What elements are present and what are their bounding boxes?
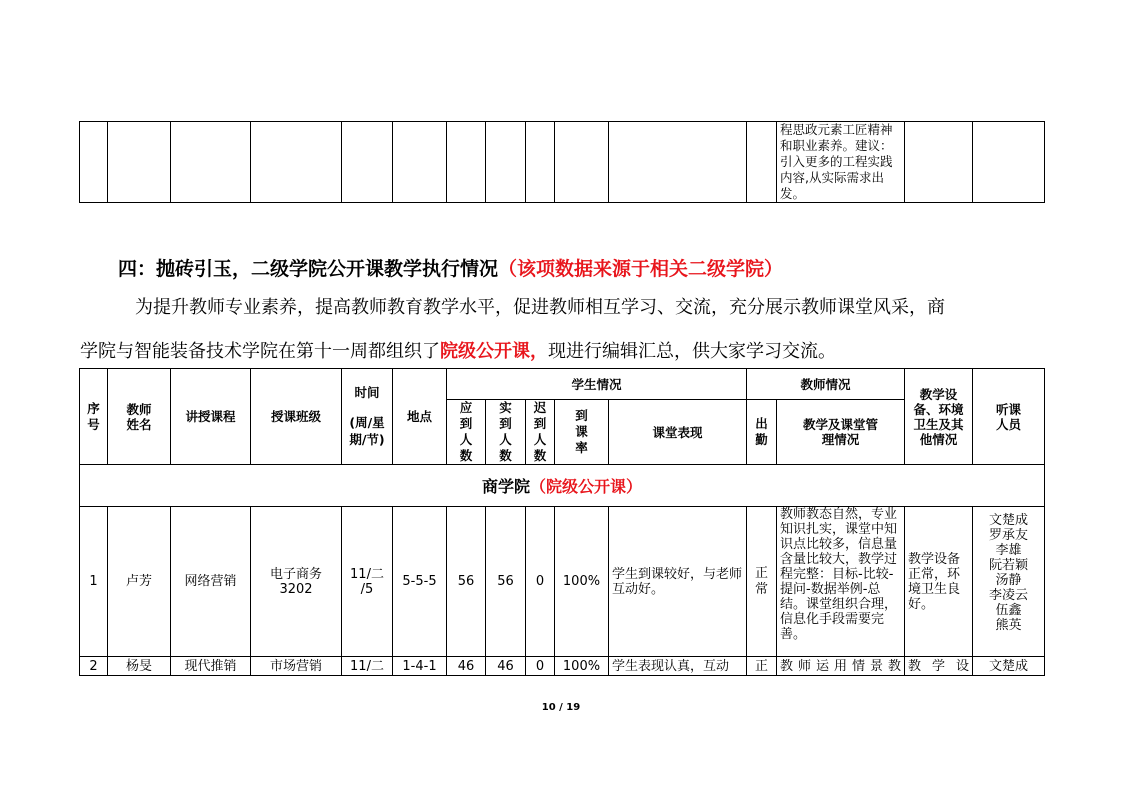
section-tag: （院级公开课）: [530, 477, 643, 496]
cell-course: 网络营销: [171, 507, 251, 657]
table-row: [80, 507, 1045, 657]
cell-attendance: 正: [747, 657, 777, 676]
listener: 罗承友: [989, 528, 1029, 543]
table-row: [80, 657, 1045, 676]
cell-performance: 学生表现认真，互动: [609, 657, 747, 676]
listener: 李凌云: [989, 588, 1029, 603]
cell-rate: 100%: [555, 657, 609, 676]
header-row: [80, 369, 1045, 400]
cell-time: 11/二 /5: [342, 507, 393, 657]
cell-management: 教师教态自然，专业知识扎实，课堂中知识点比较多，信息量含量比较大，教学过程完整：目标-比较-提问-数据举例-总结。课堂组织合理，信息化手段需要完善。: [777, 507, 905, 657]
page-number: 10 / 19: [541, 702, 581, 713]
header-actual: 实到人数: [486, 400, 526, 465]
cell-course: 现代推销: [171, 657, 251, 676]
table-row: [80, 122, 1045, 203]
cell-place: 5-5-5: [393, 507, 447, 657]
cell-late: 0: [526, 657, 555, 676]
cell-equipment: 教学设: [905, 657, 973, 676]
listener: 汤静: [995, 573, 1022, 588]
heading-main: 四：抛砖引玉，二级学院公开课教学执行情况: [118, 258, 499, 280]
header-teacher-group: 教师情况: [747, 369, 905, 400]
cell-class: 市场营销: [251, 657, 342, 676]
cell-listeners: [973, 507, 1045, 657]
section-heading: [118, 254, 783, 281]
cell-seq: 2: [80, 657, 108, 676]
intro-line-1: 为提升教师专业素养，提高教师教育教学水平，促进教师相互学习、交流，充分展示教师课堂风采，商: [135, 297, 945, 318]
header-management: 教学及课堂管理情况: [777, 400, 905, 465]
cell-place: 1-4-1: [393, 657, 447, 676]
listener: 文楚成: [989, 513, 1029, 528]
cell-actual: 56: [486, 507, 526, 657]
header-seq: 序号: [80, 369, 108, 465]
previous-page-table: [79, 121, 1045, 203]
header-expected: 应到人数: [447, 400, 486, 465]
cell-expected: 56: [447, 507, 486, 657]
section-title: 商学院（院级公开课）: [80, 465, 1045, 507]
open-class-table: [79, 368, 1045, 676]
header-class: 授课班级: [251, 369, 342, 465]
cell-time: 11/二: [342, 657, 393, 676]
listener: 阮若颖: [989, 558, 1029, 573]
header-teacher: 教师姓名: [108, 369, 171, 465]
listener: 李雄: [995, 543, 1022, 558]
cell-seq: 1: [80, 507, 108, 657]
highlight-text: 院级公开课，: [440, 341, 548, 362]
listener: 熊英: [995, 618, 1022, 633]
management-note: 程思政元素工匠精神和职业素养。建议：引入更多的工程实践内容,从实际需求出发。: [777, 122, 905, 203]
cell-attendance: 正常: [747, 507, 777, 657]
header-course: 讲授课程: [171, 369, 251, 465]
cell-management: 教师运用情景教: [777, 657, 905, 676]
cell-teacher: 杨旻: [108, 657, 171, 676]
cell-actual: 46: [486, 657, 526, 676]
header-student-group: 学生情况: [447, 369, 747, 400]
header-equipment: 教学设备、环境卫生及其他情况: [905, 369, 973, 465]
header-performance: 课堂表现: [609, 400, 747, 465]
section-row: [80, 465, 1045, 507]
cell-performance: 学生到课较好，与老师互动好。: [609, 507, 747, 657]
cell-equipment: 教学设备正常，环境卫生良好。: [905, 507, 973, 657]
heading-note: （该项数据来源于相关二级学院）: [498, 258, 784, 280]
cell-teacher: 卢芳: [108, 507, 171, 657]
header-place: 地点: [393, 369, 447, 465]
cell-late: 0: [526, 507, 555, 657]
listener: 伍鑫: [995, 603, 1022, 618]
cell-class: 电子商务 3202: [251, 507, 342, 657]
cell-rate: 100%: [555, 507, 609, 657]
cell-expected: 46: [447, 657, 486, 676]
intro-line-2: 学院与智能装备技术学院在第十一周都组织了院级公开课，现进行编辑汇总，供大家学习交流。: [80, 341, 836, 362]
header-attendance: 出勤: [747, 400, 777, 465]
header-time: 时间 (周/星期/节): [342, 369, 393, 465]
cell-listeners: 文楚成: [973, 657, 1045, 676]
header-late: 迟到人数: [526, 400, 555, 465]
header-listeners: 听课人员: [973, 369, 1045, 465]
header-rate: 到课率: [555, 400, 609, 465]
